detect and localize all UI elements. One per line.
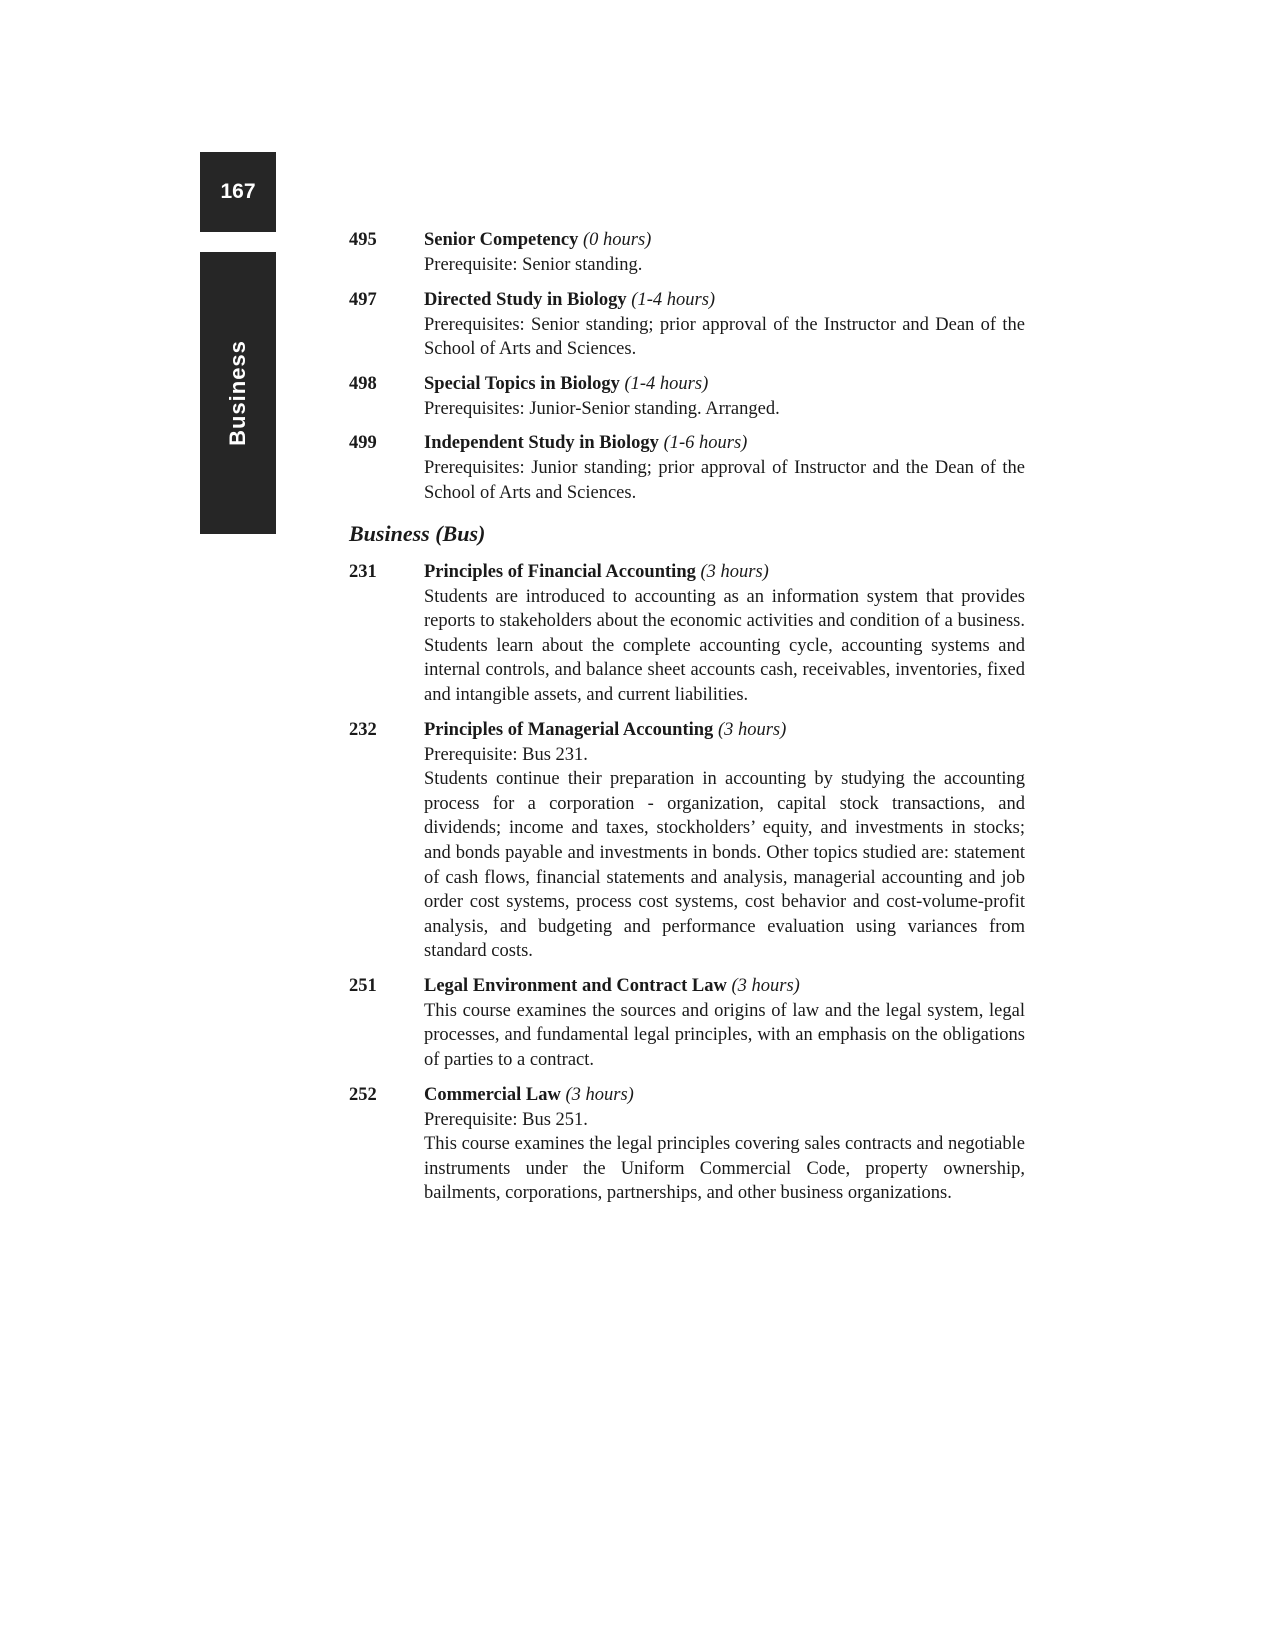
course-title: Commercial Law [424,1084,561,1105]
course-number: 232 [349,719,377,740]
course-entry [349,974,1025,1073]
course-body [424,372,1025,422]
course-number: 252 [349,1084,377,1105]
course-title: Legal Environment and Contract Law [424,975,727,996]
course-entry [349,372,1025,422]
course-entry [349,431,1025,505]
course-body [424,560,1025,708]
course-body [424,288,1025,362]
course-body [424,431,1025,505]
course-description: Prerequisite: Bus 251. [424,1109,588,1130]
course-body [424,718,1025,964]
course-number: 251 [349,975,377,996]
course-hours: (0 hours) [582,230,652,250]
course-description: Prerequisite: Bus 231. [424,744,588,765]
course-description: Students are introduced to accounting as an information system that provides reports to stakeholders about the economic activities and condition of a business. Students learn about the complete accounting cycle, accounting systems and internal controls, and balance sheet accounts cash, receivables, inventories, fixed and intangible assets, and current liabilities. [424,586,1025,705]
section-tab [200,252,276,534]
course-hours: (3 hours) [731,975,800,996]
course-body [424,1083,1025,1206]
course-title-line [424,1083,1025,1108]
course-title: Special Topics in Biology [424,373,620,394]
course-title: Principles of Financial Accounting [424,561,696,582]
course-hours: (3 hours) [717,719,787,740]
course-title-line [424,431,1025,456]
course-entry [349,560,1025,708]
course-title: Principles of Managerial Accounting [424,719,714,740]
course-description: This course examines the sources and origins of law and the legal system, legal processes, and fundamental legal principles, with an emphasis on the obligations of parties to a contract. [424,1000,1025,1071]
course-hours: (1-6 hours) [663,433,748,454]
biology-course-list [349,228,1025,506]
course-entry [349,1083,1025,1206]
course-hours: (1-4 hours) [624,373,709,394]
course-hours: (3 hours) [565,1084,634,1105]
course-description: Prerequisite: Senior standing. [424,255,643,275]
course-number: 497 [349,289,377,310]
course-number: 495 [349,230,377,250]
course-description: This course examines the legal principles covering sales contracts and negotiable instruments under the Uniform Commercial Code, property ownership, bailments, corporations, partnerships, and other business organizations. [424,1134,1025,1204]
course-title: Directed Study in Biology [424,289,627,310]
course-number: 499 [349,433,377,454]
course-body [424,228,1025,278]
course-title-line [424,718,1025,743]
course-entry [349,228,1025,278]
business-section-heading: Business (Bus) [349,520,486,546]
course-title-line [424,288,1025,313]
catalog-content [349,228,1025,1216]
course-title: Independent Study in Biology [424,433,659,454]
course-body [424,974,1025,1073]
course-title-line [424,228,1025,253]
course-entry [349,718,1025,964]
page-number: 167 [220,180,256,203]
course-entry [349,288,1025,362]
business-course-list [349,560,1025,1206]
course-description: Prerequisites: Junior-Senior standing. Arranged. [424,398,780,419]
course-title-line [424,372,1025,397]
course-hours: (3 hours) [700,561,769,582]
course-description: Students continue their preparation in accounting by studying the accounting process for a corporation - organization, capital stock transactions, and dividends; income and taxes, stockholders’ equity, and investments in stocks; and bonds payable and investments in bonds. Other topics studied are: statement of cash flows, financial statements and analysis, managerial accounting and job order cost systems, process cost systems, cost behavior and cost-volume-profit analysis, and budgeting and performance evaluation using variances from standard costs. [424,769,1025,962]
course-title-line [424,560,1025,585]
course-title: Senior Competency [424,230,579,250]
course-title-line [424,974,1025,999]
course-hours: (1-4 hours) [631,289,716,310]
course-description: Prerequisites: Junior standing; prior approval of Instructor and the Dean of the School of Arts and Sciences. [424,458,1025,503]
section-tab-label: Business [225,340,250,446]
course-number: 231 [349,561,377,582]
course-description: Prerequisites: Senior standing; prior approval of the Instructor and Dean of the School of Arts and Sciences. [424,314,1025,360]
course-number: 498 [349,373,377,394]
page-number-tab [200,152,276,232]
